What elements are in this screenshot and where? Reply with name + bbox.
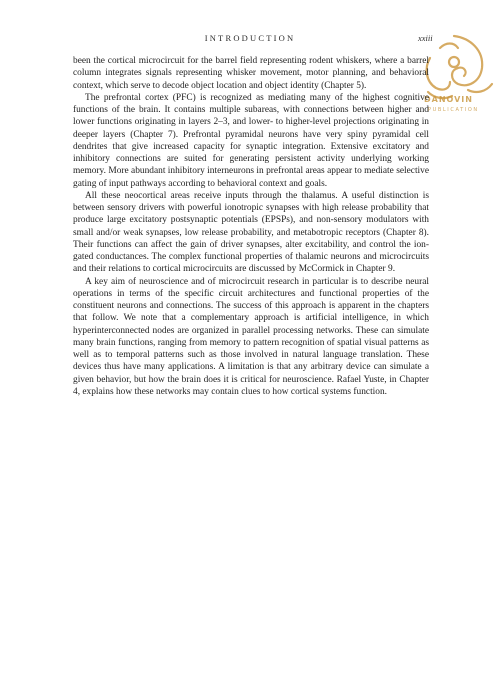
- watermark-sub-text: PUBLICATION: [428, 107, 479, 113]
- paragraph-thalamus: All these neocortical areas receive inputs through the thalamus. A useful distinction is between sensory drivers with powerful ionotropic synapses with high release probability that produce large excitatory postsynaptic potentials (EPSPs), and non-sensory modulators with small and/or weak synapses, low release probability, and metabotropic receptors (Chapter 8). Their functions can affect the gain of driver synapses, alter excitability, and control the ion-gated conductances. The complex functional properties of thalamic neurons and microcircuits and their relations to cortical microcircuits are discussed by McCormick in Chapter 9.: [73, 190, 429, 275]
- paragraph-continued: been the cortical microcircuit for the barrel field representing rodent whiskers, where a barrel column integrates signals representing whisker movement, motor planning, and behavioral context, which serve to decode object location and object identity (Chapter 5).: [73, 56, 429, 91]
- page-number: xxiii: [418, 33, 433, 43]
- watermark-brand-text: DANOVIN: [424, 95, 473, 104]
- paragraph-pfc: The prefrontal cortex (PFC) is recognized as mediating many of the highest cognitive functions of the brain. It contains multiple subareas, with connections between higher and lower functions originating in layers 2–3, and lower- to higher-level projections originating in deeper layers (Chapter 7). Prefrontal pyramidal neurons have very spiny pyramidal cell dendrites that give increased capacity for synaptic integration. Extensive excitatory and inhibitory connections are suited for generating persistent activity underlying working memory. More abundant inhibitory interneurons in prefrontal areas appear to mediate selective gating of input pathways according to behavioral context and goals.: [73, 92, 429, 189]
- running-head: INTRODUCTION: [204, 33, 296, 43]
- body-text: [73, 55, 429, 398]
- paragraph-neuroscience-aim: A key aim of neuroscience and of microcircuit research in particular is to describe neural operations in terms of the specific circuit architectures and functional properties of the constituent neurons and connections. The success of this approach is apparent in the chapters that follow. We note that a complementary approach is artificial intelligence, in which hyperinterconnected nodes are organized in parallel processing networks. These can simulate many brain functions, ranging from memory to pattern recognition of spatial visual patterns as well as to temporal patterns such as those involved in natural language translation. These devices thus have many applications. A limitation is that any arbitrary device can simulate a given behavior, but how the brain does it is critical for neuroscience. Rafael Yuste, in Chapter 4, explains how these networks may contain clues to how cortical systems function.: [73, 276, 429, 397]
